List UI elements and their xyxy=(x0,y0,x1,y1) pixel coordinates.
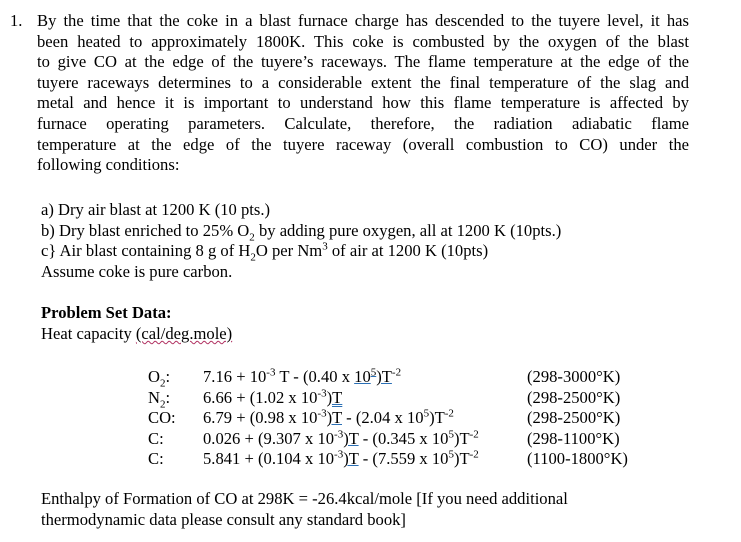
problem-number: 1. xyxy=(10,11,23,30)
enthalpy-line: Enthalpy of Formation of CO at 298K = -26.4kcal/mole [If you need additional xyxy=(41,489,568,508)
species: C: xyxy=(148,449,164,469)
condition-b xyxy=(41,221,561,242)
enthalpy-note xyxy=(41,489,568,530)
condition-c xyxy=(41,241,561,262)
problem-statement xyxy=(37,11,689,176)
condition-c-text: of air at 1200 K (10pts) xyxy=(327,241,489,261)
problem-line: temperature at the edge of the tuyere raceway (overall combustion to CO) under the xyxy=(37,134,689,154)
formula: 0.026 + (9.307 x $10^{-3})T - (0.345$ x $10^5)T^{-2}$ xyxy=(203,428,479,448)
temperature-range: (1100-1800°K) xyxy=(527,449,628,469)
problem-line: to give CO at the edge of the tuyere’s raceways. The flame temperature at the edge of the xyxy=(37,52,689,72)
condition-b-text: by adding pure oxygen, all at 1200 K (10pts.) xyxy=(254,220,562,240)
formula: 5.841 + (0.104 x $10^{-3})T - (7.559$ x $10^5)T^{-2}$ xyxy=(203,448,479,469)
formula: 6.79 + (0.98 x $10^{-3})T - (2.04$ x $10^5)T^{-2}$ xyxy=(203,407,454,428)
species: $O_2$: xyxy=(148,367,171,390)
temperature-range: (298-2500°K) xyxy=(527,408,621,428)
temperature-range: (298-3000°K) xyxy=(527,367,621,386)
heat-capacity-units: (cal/deg.mole) xyxy=(135,324,233,343)
problem-line: been heated to approximately 1800K. This coke is combusted by the oxygen of the blast xyxy=(37,31,689,51)
superscript: 3 xyxy=(322,240,328,253)
condition-b-text: b) Dry blast enriched to 25% O xyxy=(41,220,250,240)
condition-c-text: O per Nm xyxy=(255,241,323,261)
problem-set-data-title: Problem Set Data: xyxy=(41,303,172,322)
problem-line: following conditions: xyxy=(37,155,180,175)
problem-line: By the time that the coke in a blast furnace charge has descended to the tuyere level, it has xyxy=(37,11,689,30)
subscript: 2 xyxy=(249,230,255,243)
species: C: xyxy=(148,428,164,448)
problem-line: metal and hence it is important to understand how this flame temperature is affected by xyxy=(37,93,689,113)
condition-a: a) Dry air blast at 1200 K (10 pts.) xyxy=(41,200,271,219)
problem-line: tuyere raceways determines to a considerable extent the final temperature of the slag and xyxy=(37,72,689,92)
formula: 6.66 + (1.02 x $10^{-3})T$ xyxy=(203,387,343,407)
heat-capacity-text: Heat capacity xyxy=(41,324,136,343)
problem-line: furnace operating parameters. Calculate, therefore, the radiation adiabatic flame xyxy=(37,113,689,133)
condition-c-text: c} Air blast containing 8 g of H xyxy=(41,241,251,261)
assumption: Assume coke is pure carbon. xyxy=(41,261,233,281)
species: CO: xyxy=(148,408,176,428)
heat-capacity-label xyxy=(41,324,232,345)
subscript: 2 xyxy=(250,251,256,264)
temperature-range: (298-2500°K) xyxy=(527,387,621,407)
species: $N_2$: xyxy=(148,387,171,410)
conditions-list xyxy=(41,200,561,282)
enthalpy-line: thermodynamic data please consult any standard book] xyxy=(41,509,406,529)
formula: $7.16 + 10^{-3}$ T - (0.40 x $10^5)T^{-2}$ xyxy=(203,366,402,386)
temperature-range: (298-1100°K) xyxy=(527,428,620,448)
